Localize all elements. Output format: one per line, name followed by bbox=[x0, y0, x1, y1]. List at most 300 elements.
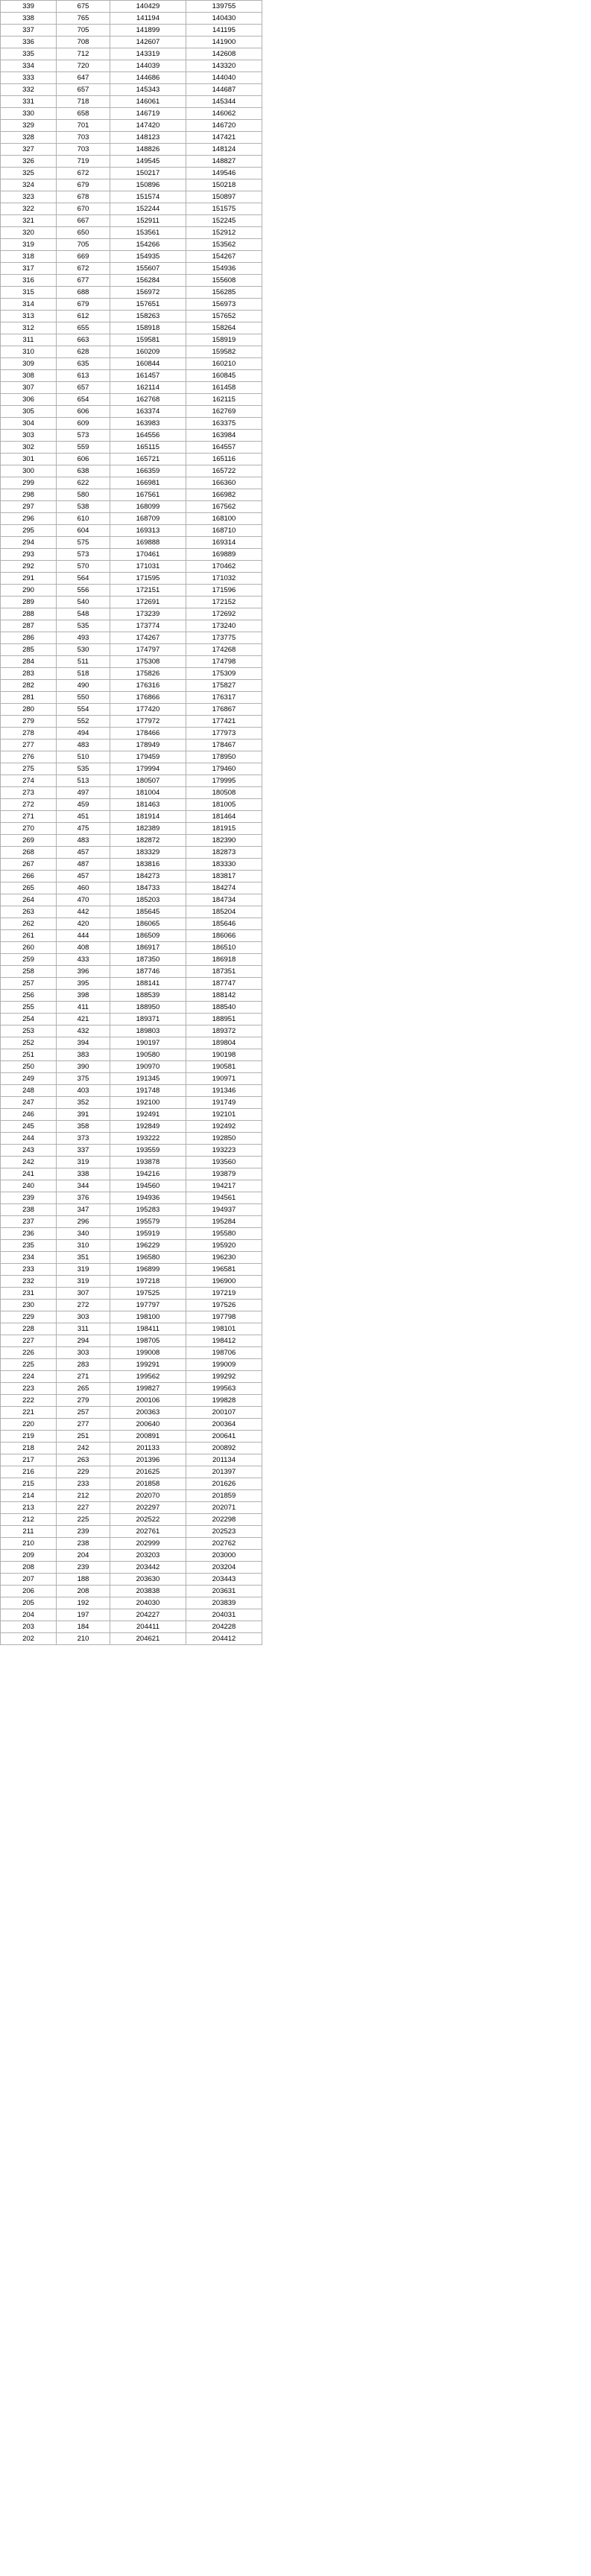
table-cell: 328 bbox=[1, 132, 57, 144]
table-cell: 538 bbox=[57, 501, 110, 513]
table-cell: 322 bbox=[1, 203, 57, 215]
table-cell: 172692 bbox=[186, 608, 262, 620]
table-cell: 650 bbox=[57, 227, 110, 239]
table-cell: 708 bbox=[57, 36, 110, 48]
table-row bbox=[1, 1407, 262, 1419]
table-cell: 152244 bbox=[110, 203, 186, 215]
table-cell: 497 bbox=[57, 787, 110, 799]
table-cell: 172152 bbox=[186, 597, 262, 608]
table-cell: 257 bbox=[57, 1407, 110, 1419]
table-cell: 208 bbox=[57, 1586, 110, 1597]
table-cell: 235 bbox=[1, 1240, 57, 1252]
table-row bbox=[1, 537, 262, 549]
table-cell: 168100 bbox=[186, 513, 262, 525]
table-row bbox=[1, 465, 262, 477]
table-cell: 170462 bbox=[186, 561, 262, 573]
table-row bbox=[1, 1025, 262, 1037]
table-row bbox=[1, 430, 262, 442]
table-cell: 234 bbox=[1, 1252, 57, 1264]
table-cell: 193222 bbox=[110, 1133, 186, 1145]
table-cell: 228 bbox=[1, 1323, 57, 1335]
table-cell: 201133 bbox=[110, 1443, 186, 1454]
table-cell: 181914 bbox=[110, 811, 186, 823]
table-cell: 166982 bbox=[186, 489, 262, 501]
table-row bbox=[1, 930, 262, 942]
table-cell: 212 bbox=[1, 1514, 57, 1526]
table-cell: 187351 bbox=[186, 966, 262, 978]
table-cell: 705 bbox=[57, 25, 110, 36]
table-cell: 391 bbox=[57, 1109, 110, 1121]
table-cell: 276 bbox=[1, 751, 57, 763]
table-row bbox=[1, 203, 262, 215]
table-cell: 163374 bbox=[110, 406, 186, 418]
table-cell: 155607 bbox=[110, 263, 186, 275]
table-cell: 333 bbox=[1, 72, 57, 84]
table-row bbox=[1, 311, 262, 322]
table-row bbox=[1, 1121, 262, 1133]
table-row bbox=[1, 1097, 262, 1109]
table-cell: 169313 bbox=[110, 525, 186, 537]
table-cell: 182390 bbox=[186, 835, 262, 847]
table-cell: 236 bbox=[1, 1228, 57, 1240]
table-row bbox=[1, 751, 262, 763]
table-cell: 339 bbox=[1, 1, 57, 13]
table-cell: 337 bbox=[1, 25, 57, 36]
table-cell: 606 bbox=[57, 406, 110, 418]
table-cell: 167562 bbox=[186, 501, 262, 513]
table-row bbox=[1, 668, 262, 680]
table-row bbox=[1, 251, 262, 263]
table-row bbox=[1, 585, 262, 597]
table-cell: 212 bbox=[57, 1490, 110, 1502]
table-cell: 334 bbox=[1, 60, 57, 72]
table-row bbox=[1, 656, 262, 668]
table-row bbox=[1, 525, 262, 537]
table-cell: 253 bbox=[1, 1025, 57, 1037]
table-cell: 217 bbox=[1, 1454, 57, 1466]
table-cell: 152245 bbox=[186, 215, 262, 227]
table-cell: 344 bbox=[57, 1180, 110, 1192]
table-cell: 319 bbox=[57, 1157, 110, 1168]
table-cell: 149545 bbox=[110, 156, 186, 168]
table-cell: 403 bbox=[57, 1085, 110, 1097]
table-cell: 181005 bbox=[186, 799, 262, 811]
table-row bbox=[1, 1180, 262, 1192]
table-cell: 204411 bbox=[110, 1621, 186, 1633]
table-cell: 148826 bbox=[110, 144, 186, 156]
table-cell: 156285 bbox=[186, 287, 262, 299]
table-cell: 295 bbox=[1, 525, 57, 537]
table-cell: 154936 bbox=[186, 263, 262, 275]
table-cell: 323 bbox=[1, 191, 57, 203]
table-cell: 184274 bbox=[186, 882, 262, 894]
table-cell: 390 bbox=[57, 1061, 110, 1073]
table-cell: 165116 bbox=[186, 454, 262, 465]
table-cell: 202762 bbox=[186, 1538, 262, 1550]
table-cell: 196581 bbox=[186, 1264, 262, 1276]
table-cell: 162114 bbox=[110, 382, 186, 394]
table-cell: 196229 bbox=[110, 1240, 186, 1252]
table-cell: 679 bbox=[57, 299, 110, 311]
table-cell: 193559 bbox=[110, 1145, 186, 1157]
table-cell: 187747 bbox=[186, 978, 262, 990]
table-cell: 203203 bbox=[110, 1550, 186, 1562]
table-cell: 207 bbox=[1, 1574, 57, 1586]
table-cell: 160844 bbox=[110, 358, 186, 370]
table-cell: 161458 bbox=[186, 382, 262, 394]
table-row bbox=[1, 811, 262, 823]
table-cell: 265 bbox=[57, 1383, 110, 1395]
table-cell: 195919 bbox=[110, 1228, 186, 1240]
table-cell: 260 bbox=[1, 942, 57, 954]
table-cell: 493 bbox=[57, 632, 110, 644]
table-row bbox=[1, 573, 262, 585]
table-row bbox=[1, 1621, 262, 1633]
table-cell: 285 bbox=[1, 644, 57, 656]
table-cell: 191748 bbox=[110, 1085, 186, 1097]
table-cell: 169314 bbox=[186, 537, 262, 549]
table-cell: 269 bbox=[1, 835, 57, 847]
table-cell: 657 bbox=[57, 84, 110, 96]
table-cell: 204412 bbox=[186, 1633, 262, 1645]
table-cell: 166981 bbox=[110, 477, 186, 489]
table-cell: 163984 bbox=[186, 430, 262, 442]
table-cell: 188 bbox=[57, 1574, 110, 1586]
table-cell: 146719 bbox=[110, 108, 186, 120]
table-cell: 151575 bbox=[186, 203, 262, 215]
table-cell: 225 bbox=[57, 1514, 110, 1526]
table-cell: 283 bbox=[57, 1359, 110, 1371]
table-cell: 286 bbox=[1, 632, 57, 644]
table-cell: 187350 bbox=[110, 954, 186, 966]
table-row bbox=[1, 787, 262, 799]
table-cell: 313 bbox=[1, 311, 57, 322]
table-cell: 188141 bbox=[110, 978, 186, 990]
table-row bbox=[1, 763, 262, 775]
table-row bbox=[1, 740, 262, 751]
table-row bbox=[1, 1, 262, 13]
table-cell: 487 bbox=[57, 859, 110, 871]
table-cell: 330 bbox=[1, 108, 57, 120]
table-cell: 243 bbox=[1, 1145, 57, 1157]
table-cell: 140430 bbox=[186, 13, 262, 25]
table-cell: 303 bbox=[1, 430, 57, 442]
table-cell: 167561 bbox=[110, 489, 186, 501]
table-cell: 490 bbox=[57, 680, 110, 692]
table-cell: 233 bbox=[57, 1478, 110, 1490]
table-cell: 145344 bbox=[186, 96, 262, 108]
table-cell: 175309 bbox=[186, 668, 262, 680]
table-cell: 176317 bbox=[186, 692, 262, 704]
table-cell: 188951 bbox=[186, 1014, 262, 1025]
table-row bbox=[1, 1633, 262, 1645]
table-cell: 195580 bbox=[186, 1228, 262, 1240]
table-cell: 177973 bbox=[186, 728, 262, 740]
table-cell: 277 bbox=[57, 1419, 110, 1431]
table-cell: 246 bbox=[1, 1109, 57, 1121]
table-row bbox=[1, 859, 262, 871]
table-cell: 200891 bbox=[110, 1431, 186, 1443]
table-cell: 141900 bbox=[186, 36, 262, 48]
table-cell: 142608 bbox=[186, 48, 262, 60]
table-cell: 433 bbox=[57, 954, 110, 966]
table-cell: 184 bbox=[57, 1621, 110, 1633]
table-cell: 181464 bbox=[186, 811, 262, 823]
table-cell: 319 bbox=[57, 1276, 110, 1288]
table-cell: 535 bbox=[57, 620, 110, 632]
table-row bbox=[1, 1014, 262, 1025]
table-cell: 178950 bbox=[186, 751, 262, 763]
table-row bbox=[1, 1002, 262, 1014]
table-cell: 305 bbox=[1, 406, 57, 418]
table-cell: 159581 bbox=[110, 334, 186, 346]
table-cell: 197 bbox=[57, 1609, 110, 1621]
table-row bbox=[1, 978, 262, 990]
table-cell: 290 bbox=[1, 585, 57, 597]
table-cell: 160845 bbox=[186, 370, 262, 382]
table-row bbox=[1, 871, 262, 882]
table-cell: 174797 bbox=[110, 644, 186, 656]
table-cell: 712 bbox=[57, 48, 110, 60]
table-cell: 145343 bbox=[110, 84, 186, 96]
table-cell: 181004 bbox=[110, 787, 186, 799]
table-cell: 765 bbox=[57, 13, 110, 25]
table-cell: 299 bbox=[1, 477, 57, 489]
table-cell: 165115 bbox=[110, 442, 186, 454]
table-cell: 176866 bbox=[110, 692, 186, 704]
table-cell: 154935 bbox=[110, 251, 186, 263]
table-row bbox=[1, 1192, 262, 1204]
table-cell: 237 bbox=[1, 1216, 57, 1228]
table-cell: 227 bbox=[1, 1335, 57, 1347]
table-cell: 200892 bbox=[186, 1443, 262, 1454]
table-cell: 559 bbox=[57, 442, 110, 454]
table-row bbox=[1, 60, 262, 72]
table-cell: 186917 bbox=[110, 942, 186, 954]
table-cell: 149546 bbox=[186, 168, 262, 179]
table-cell: 148124 bbox=[186, 144, 262, 156]
table-cell: 312 bbox=[1, 322, 57, 334]
table-row bbox=[1, 561, 262, 573]
table-cell: 483 bbox=[57, 835, 110, 847]
table-cell: 457 bbox=[57, 847, 110, 859]
table-cell: 186066 bbox=[186, 930, 262, 942]
table-cell: 216 bbox=[1, 1466, 57, 1478]
table-cell: 444 bbox=[57, 930, 110, 942]
table-cell: 376 bbox=[57, 1192, 110, 1204]
table-row bbox=[1, 72, 262, 84]
table-cell: 186510 bbox=[186, 942, 262, 954]
table-cell: 176316 bbox=[110, 680, 186, 692]
table-cell: 316 bbox=[1, 275, 57, 287]
table-cell: 324 bbox=[1, 179, 57, 191]
table-cell: 215 bbox=[1, 1478, 57, 1490]
table-cell: 158919 bbox=[186, 334, 262, 346]
table-cell: 278 bbox=[1, 728, 57, 740]
table-cell: 183329 bbox=[110, 847, 186, 859]
table-cell: 201397 bbox=[186, 1466, 262, 1478]
table-cell: 181915 bbox=[186, 823, 262, 835]
table-cell: 259 bbox=[1, 954, 57, 966]
table-cell: 181463 bbox=[110, 799, 186, 811]
table-cell: 638 bbox=[57, 465, 110, 477]
table-cell: 198412 bbox=[186, 1335, 262, 1347]
table-cell: 218 bbox=[1, 1443, 57, 1454]
table-cell: 178949 bbox=[110, 740, 186, 751]
table-cell: 154267 bbox=[186, 251, 262, 263]
table-row bbox=[1, 382, 262, 394]
table-cell: 337 bbox=[57, 1145, 110, 1157]
table-row bbox=[1, 775, 262, 787]
table-cell: 174268 bbox=[186, 644, 262, 656]
table-cell: 201626 bbox=[186, 1478, 262, 1490]
table-row bbox=[1, 1586, 262, 1597]
table-cell: 159582 bbox=[186, 346, 262, 358]
table-row bbox=[1, 608, 262, 620]
table-row bbox=[1, 334, 262, 346]
table-cell: 174267 bbox=[110, 632, 186, 644]
table-cell: 185645 bbox=[110, 906, 186, 918]
table-cell: 196580 bbox=[110, 1252, 186, 1264]
table-cell: 606 bbox=[57, 454, 110, 465]
table-cell: 221 bbox=[1, 1407, 57, 1419]
table-cell: 289 bbox=[1, 597, 57, 608]
table-row bbox=[1, 299, 262, 311]
table-cell: 203838 bbox=[110, 1586, 186, 1597]
table-cell: 156972 bbox=[110, 287, 186, 299]
table-cell: 172691 bbox=[110, 597, 186, 608]
table-cell: 147420 bbox=[110, 120, 186, 132]
table-cell: 171032 bbox=[186, 573, 262, 585]
table-row bbox=[1, 156, 262, 168]
table-cell: 307 bbox=[57, 1288, 110, 1300]
table-cell: 268 bbox=[1, 847, 57, 859]
table-row bbox=[1, 120, 262, 132]
table-cell: 294 bbox=[1, 537, 57, 549]
table-row bbox=[1, 1133, 262, 1145]
table-cell: 320 bbox=[1, 227, 57, 239]
table-cell: 273 bbox=[1, 787, 57, 799]
table-cell: 411 bbox=[57, 1002, 110, 1014]
table-cell: 195579 bbox=[110, 1216, 186, 1228]
table-cell: 202 bbox=[1, 1633, 57, 1645]
table-cell: 239 bbox=[57, 1526, 110, 1538]
table-cell: 302 bbox=[1, 442, 57, 454]
table-cell: 257 bbox=[1, 978, 57, 990]
table-cell: 143320 bbox=[186, 60, 262, 72]
table-cell: 530 bbox=[57, 644, 110, 656]
table-cell: 199292 bbox=[186, 1371, 262, 1383]
table-cell: 168710 bbox=[186, 525, 262, 537]
table-cell: 227 bbox=[57, 1502, 110, 1514]
table-cell: 202297 bbox=[110, 1502, 186, 1514]
table-cell: 293 bbox=[1, 549, 57, 561]
table-row bbox=[1, 227, 262, 239]
table-cell: 199008 bbox=[110, 1347, 186, 1359]
table-cell: 304 bbox=[1, 418, 57, 430]
table-cell: 161457 bbox=[110, 370, 186, 382]
table-cell: 297 bbox=[1, 501, 57, 513]
table-cell: 672 bbox=[57, 263, 110, 275]
table-row bbox=[1, 1049, 262, 1061]
table-cell: 169889 bbox=[186, 549, 262, 561]
table-row bbox=[1, 168, 262, 179]
table-cell: 718 bbox=[57, 96, 110, 108]
table-row bbox=[1, 1431, 262, 1443]
table-cell: 470 bbox=[57, 894, 110, 906]
table-cell: 329 bbox=[1, 120, 57, 132]
table-cell: 146062 bbox=[186, 108, 262, 120]
table-cell: 550 bbox=[57, 692, 110, 704]
table-cell: 196900 bbox=[186, 1276, 262, 1288]
table-cell: 165721 bbox=[110, 454, 186, 465]
table-row bbox=[1, 692, 262, 704]
table-cell: 197798 bbox=[186, 1311, 262, 1323]
table-cell: 319 bbox=[57, 1264, 110, 1276]
table-cell: 263 bbox=[57, 1454, 110, 1466]
table-row bbox=[1, 1276, 262, 1288]
table-cell: 166359 bbox=[110, 465, 186, 477]
table-cell: 658 bbox=[57, 108, 110, 120]
table-cell: 202522 bbox=[110, 1514, 186, 1526]
table-cell: 190970 bbox=[110, 1061, 186, 1073]
table-cell: 249 bbox=[1, 1073, 57, 1085]
table-cell: 202523 bbox=[186, 1526, 262, 1538]
table-cell: 421 bbox=[57, 1014, 110, 1025]
table-cell: 208 bbox=[1, 1562, 57, 1574]
table-cell: 190198 bbox=[186, 1049, 262, 1061]
table-cell: 275 bbox=[1, 763, 57, 775]
table-cell: 204227 bbox=[110, 1609, 186, 1621]
table-cell: 162115 bbox=[186, 394, 262, 406]
table-cell: 199291 bbox=[110, 1359, 186, 1371]
table-cell: 201858 bbox=[110, 1478, 186, 1490]
table-cell: 204031 bbox=[186, 1609, 262, 1621]
table-cell: 331 bbox=[1, 96, 57, 108]
table-cell: 184273 bbox=[110, 871, 186, 882]
table-cell: 194937 bbox=[186, 1204, 262, 1216]
table-cell: 280 bbox=[1, 704, 57, 716]
table-row bbox=[1, 132, 262, 144]
table-row bbox=[1, 1037, 262, 1049]
table-cell: 197525 bbox=[110, 1288, 186, 1300]
table-cell: 214 bbox=[1, 1490, 57, 1502]
table-cell: 152911 bbox=[110, 215, 186, 227]
table-cell: 351 bbox=[57, 1252, 110, 1264]
table-cell: 202761 bbox=[110, 1526, 186, 1538]
table-row bbox=[1, 25, 262, 36]
table-row bbox=[1, 1597, 262, 1609]
table-cell: 263 bbox=[1, 906, 57, 918]
table-cell: 272 bbox=[1, 799, 57, 811]
table-cell: 667 bbox=[57, 215, 110, 227]
table-cell: 174798 bbox=[186, 656, 262, 668]
table-cell: 192 bbox=[57, 1597, 110, 1609]
table-cell: 170461 bbox=[110, 549, 186, 561]
table-row bbox=[1, 990, 262, 1002]
table-cell: 213 bbox=[1, 1502, 57, 1514]
table-cell: 548 bbox=[57, 608, 110, 620]
table-cell: 494 bbox=[57, 728, 110, 740]
table-cell: 256 bbox=[1, 990, 57, 1002]
table-cell: 198101 bbox=[186, 1323, 262, 1335]
table-row bbox=[1, 1073, 262, 1085]
table-cell: 187746 bbox=[110, 966, 186, 978]
table-cell: 169888 bbox=[110, 537, 186, 549]
table-cell: 669 bbox=[57, 251, 110, 263]
table-cell: 703 bbox=[57, 132, 110, 144]
table-row bbox=[1, 1109, 262, 1121]
